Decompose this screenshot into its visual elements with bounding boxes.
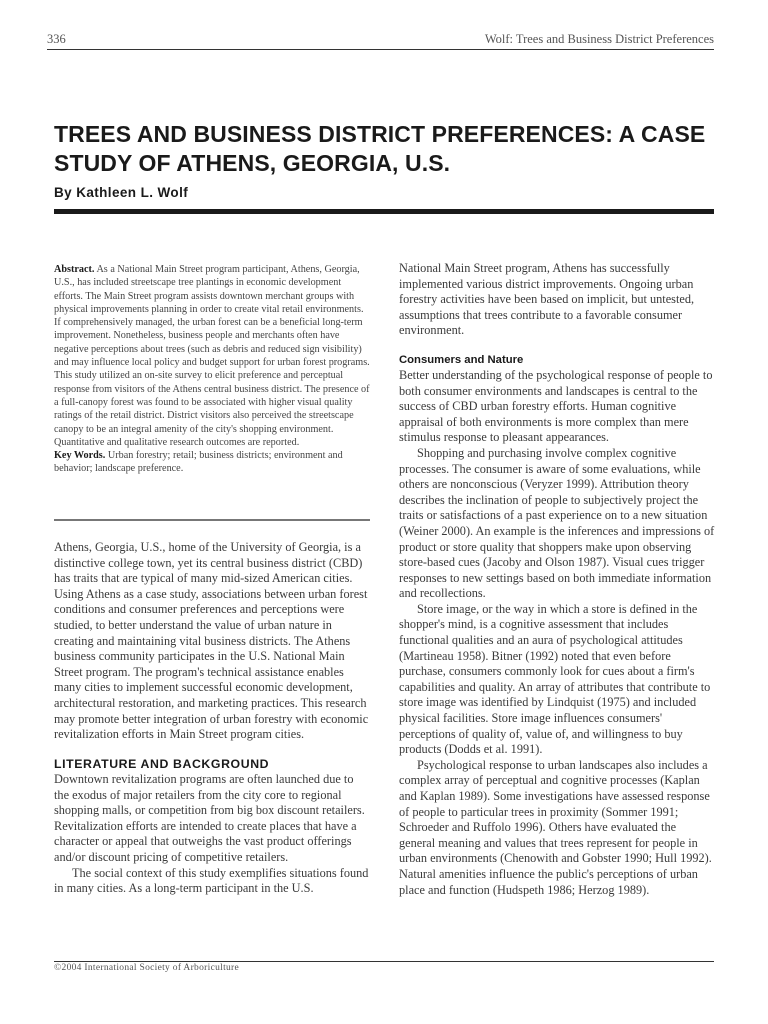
intro-section [54,540,370,743]
consumers-paragraph-1: Better understanding of the psychological response of people to both consumer environments and landscapes is central to the success of CBD urban forestry efforts. Human cognitive appraisal of both environments is more complex than mere stimulus response to pleasant appearances. [399,367,713,445]
running-title: Wolf: Trees and Business District Preferences [484,32,714,46]
literature-heading: LITERATURE AND BACKGROUND [54,757,270,771]
literature-paragraph-2-continued: National Main Street program, Athens has successfully implemented various district improvements. Ongoing urban forestry activities have been based on implicit, but untested, assumptions that trees contribute to a favorable consumer environment. [399,261,695,338]
running-header [47,31,714,50]
copyright-footer: ©2004 International Society of Arboriculture [54,963,240,973]
keywords-label: Key Words. [54,450,106,462]
abstract [54,263,370,476]
right-column [399,261,715,898]
abstract-text: As a National Main Street program participant, Athens, Georgia, U.S., has included streetscape tree plantings in economic development efforts. The Main Street program assists downtown merchant groups with physical improvements planning in order to create vital retail environments. If comprehensively managed, the urban forest can be a beneficial long-term improvement. Nonetheless, business people and merchants often have negative perceptions about trees (such as debris and reduced sign visibility) and may influence local policy and budget support for urban forest programs. This study utilized an on-site survey to elicit preference and perceptual response from visitors of the Athens central business district. The presence of a full-canopy forest was found to be associated with higher visual quality ratings of the retail district. District visitors also perceived the streetscape canopy to be an integral amenity of the city's shopping environment. Quantitative and qualitative research outcomes are reported. [54,264,370,448]
keywords-text: Urban forestry; retail; business districts; environment and behavior; landscape preference. [54,450,343,475]
intro-paragraph: Athens, Georgia, U.S., home of the University of Georgia, is a distinctive college town, yet its central business district (CBD) has traits that are typical of many mid-sized American cities. Using Athens as a case study, associations between urban forest conditions and consumer preferences and perceptions were studied, to better understand the value of urban nature in creating and maintaining vital business districts. The Athens business community participates in the U.S. National Main Street program. The program's technical assistance enables many cities to implement successful economic development, architectural restoration, and marketing practices. This research may promote better integration of urban forestry with economic revitalization efforts in Main Street program cities. [54,540,369,742]
author-byline: By Kathleen L. Wolf [54,185,189,200]
literature-section [54,756,370,897]
abstract-label: Abstract. [54,264,95,275]
consumers-paragraph-4: Psychological response to urban landscapes also includes a complex array of perceptual and cognitive processes (Kaplan and Kaplan 1989). Some investigations have assessed response of people to particular trees in proximity (Sommer 1991; Schroeder and Ruffolo 1996). Others have evaluated the general meaning and values that trees represent for people in urban environments (Chenowith and Gobster 1990; Hull 1992). Natural amenities influence the public's perceptions of urban place and function (Hudspeth 1986; Herzog 1989). [399,757,712,897]
page-number: 336 [47,32,66,46]
literature-paragraph-1: Downtown revitalization programs are often launched due to the exodus of major retailers from the city core to regional shopping malls, or competition from big box discount retailers. Revitalization efforts are intended to create places that have a character or appeal that outweighs the vast product offerings and/or discount pricing of competitive retailers. [54,772,365,864]
literature-paragraph-2: The social context of this study exemplifies situations found in many cities. As a long-term participant in the U.S. [54,865,369,896]
consumers-paragraph-3: Store image, or the way in which a store is defined in the shopper's mind, is a cognitive assessment that includes functional qualities and an aura of psychological attitudes (Martineau 1958). Bitner (1992) noted that even before purchase, consumers commonly look for cues about a firm's capabilities and quality. An array of attributes that contribute to store image was identified by Lindquist (1975) and included physical facilities. Store image influences consumers' perceptions of quality of, value of, and willingness to buy products (Dodds et al. 1991). [399,601,711,757]
footer-rule [54,961,714,962]
consumers-paragraph-2: Shopping and purchasing involve complex cognitive processes. The consumer is aware of some evaluations, while others are nonconscious (Veryzer 1999). Attribution theory describes the inclination of people to subjectively project the traits or satisfactions of a past experience on to a new situation (Weiner 2000). An example is the inferences and impressions of product or store quality that shoppers make upon observing store-based cues (Jacoby and Olson 1987). Visual cues trigger responses to new settings based on both immediate information and recollections. [399,445,715,601]
abstract-divider [54,519,370,521]
title-rule [54,209,714,214]
consumers-heading: Consumers and Nature [399,353,524,366]
article-title: TREES AND BUSINESS DISTRICT PREFERENCES: A CASE STUDY OF ATHENS, GEORGIA, U.S. [54,121,706,176]
